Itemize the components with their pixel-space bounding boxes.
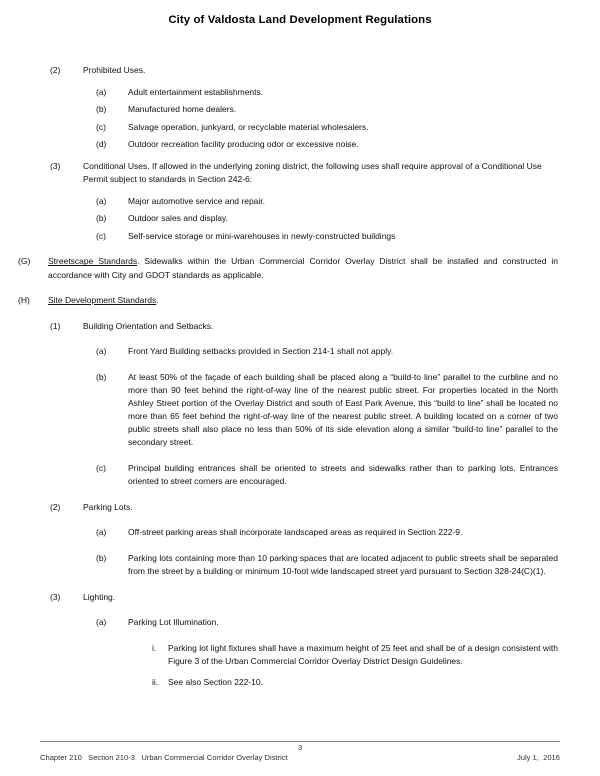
list-item bbox=[0, 676, 600, 689]
list-item bbox=[0, 138, 600, 151]
section-marker: (H) bbox=[18, 295, 30, 306]
list-marker: (3) bbox=[50, 591, 61, 602]
list-item bbox=[0, 642, 600, 668]
spacer bbox=[0, 358, 600, 371]
list-marker: (b) bbox=[96, 552, 107, 563]
section-site-development bbox=[0, 294, 600, 307]
document-body bbox=[0, 64, 600, 690]
list-marker: (1) bbox=[50, 320, 61, 331]
section-body: . bbox=[156, 295, 159, 306]
list-text: Salvage operation, junkyard, or recyclable material wholesalers. bbox=[128, 121, 369, 132]
section-body: . Sidewalks within the Urban Commercial Corridor Overlay District shall be installed and constructed in accordance with City and GDOT standards as applicable. bbox=[48, 256, 558, 280]
list-item bbox=[0, 320, 600, 333]
list-text: Front Yard Building setbacks provided in Section 214-1 shall not apply. bbox=[128, 346, 394, 357]
list-text: Off-street parking areas shall incorporate landscaped areas as required in Section 222-9. bbox=[128, 527, 463, 538]
footer-divider bbox=[40, 741, 560, 742]
list-marker: (a) bbox=[96, 617, 107, 628]
spacer bbox=[0, 151, 600, 160]
list-text: Lighting. bbox=[83, 591, 116, 602]
list-item bbox=[0, 345, 600, 358]
list-text: Principal building entrances shall be oriented to streets and sidewalks rather than to parking lots. Entrances oriented to street corners are encouraged. bbox=[128, 462, 558, 487]
list-item bbox=[0, 195, 600, 208]
section-text bbox=[48, 294, 558, 307]
spacer bbox=[0, 449, 600, 462]
list-item bbox=[0, 616, 600, 629]
list-item bbox=[0, 501, 600, 514]
spacer bbox=[0, 539, 600, 552]
list-marker: (d) bbox=[96, 139, 107, 150]
list-marker: (c) bbox=[96, 230, 106, 241]
list-text: Self-service storage or mini-warehouses in newly-constructed buildings bbox=[128, 230, 396, 241]
spacer bbox=[0, 307, 600, 320]
list-text: Parking lot light fixtures shall have a maximum height of 25 feet and shall be of a design consistent with Figure 3 of the Urban Commercial Corridor Overlay District Design Guidelines. bbox=[168, 642, 558, 666]
list-item bbox=[0, 103, 600, 116]
section-heading: Streetscape Standards bbox=[48, 256, 138, 267]
list-text: At least 50% of the façade of each building shall be placed along a “build-to line” parallel to the curbline and no more than 90 feet behind the right-of-way line of the nearest public street. For properties located in the North Ashley Street portion of the Overlay District and south of East Park Avenue, this “build to line” shall be located no more than 65 feet behind the right-of-way line of the nearest public street. A building located on a corner of two public streets shall also place no less than 50% of its side elevation along a similar “build-to line” parallel to the secondary street. bbox=[128, 371, 558, 448]
list-text: Manufactured home dealers. bbox=[128, 104, 237, 115]
list-text: Parking Lot Illumination. bbox=[128, 617, 219, 628]
list-marker: (2) bbox=[50, 501, 61, 512]
list-item bbox=[0, 591, 600, 604]
list-marker: (a) bbox=[96, 527, 107, 538]
list-marker: (3) bbox=[50, 160, 61, 171]
page-footer bbox=[40, 741, 560, 762]
list-text: Adult entertainment establishments. bbox=[128, 86, 264, 97]
footer-chapter-reference: Chapter 210 Section 210-3 Urban Commercial Corridor Overlay District bbox=[40, 753, 288, 762]
spacer bbox=[0, 77, 600, 86]
page-title: City of Valdosta Land Development Regulations bbox=[168, 14, 432, 26]
list-marker: (b) bbox=[96, 371, 107, 382]
spacer bbox=[0, 488, 600, 501]
list-marker: (a) bbox=[96, 346, 107, 357]
list-item bbox=[0, 121, 600, 134]
list-marker: (b) bbox=[96, 213, 107, 224]
list-item bbox=[0, 160, 600, 186]
section-heading: Site Development Standards bbox=[48, 295, 157, 306]
list-marker: i. bbox=[152, 642, 157, 653]
list-text: Conditional Uses. If allowed in the underlying zoning district, the following uses shall require approval of a Conditional Use Permit subject to standards in Section 242-6: bbox=[83, 160, 542, 185]
list-marker: (c) bbox=[96, 462, 106, 473]
list-item bbox=[0, 526, 600, 539]
list-marker: (b) bbox=[96, 104, 107, 115]
list-item bbox=[0, 462, 600, 488]
spacer bbox=[0, 629, 600, 642]
list-marker: (a) bbox=[96, 195, 107, 206]
list-marker: (2) bbox=[50, 65, 61, 75]
list-marker: ii. bbox=[152, 677, 159, 688]
list-text: Major automotive service and repair. bbox=[128, 195, 266, 206]
spacer bbox=[0, 243, 600, 256]
spacer bbox=[0, 333, 600, 346]
list-item bbox=[0, 64, 600, 77]
spacer bbox=[0, 668, 600, 677]
list-marker: (a) bbox=[96, 86, 107, 97]
list-text: Outdoor recreation facility producing odor or excessive noise. bbox=[128, 139, 359, 150]
list-item bbox=[0, 86, 600, 99]
footer-date: July 1, 2016 bbox=[516, 753, 560, 762]
spacer bbox=[0, 604, 600, 617]
list-text: Outdoor sales and display. bbox=[128, 213, 229, 224]
list-text: Parking Lots. bbox=[83, 501, 133, 512]
section-marker: (G) bbox=[18, 256, 31, 267]
spacer bbox=[0, 186, 600, 195]
section-streetscape bbox=[0, 255, 600, 281]
list-text: Building Orientation and Setbacks. bbox=[83, 320, 214, 331]
list-item bbox=[0, 212, 600, 225]
list-text: Parking lots containing more than 10 parking spaces that are located adjacent to public streets shall be separated from the street by a building or minimum 10-foot wide landscaped street yard pursuant to Section 328-24(C)(1). bbox=[128, 552, 558, 576]
list-marker: (c) bbox=[96, 121, 106, 132]
spacer bbox=[0, 282, 600, 295]
list-item bbox=[0, 371, 600, 450]
spacer bbox=[0, 514, 600, 527]
list-item bbox=[0, 230, 600, 243]
list-item bbox=[0, 552, 600, 578]
page-number: 3 bbox=[297, 743, 303, 752]
footer-row bbox=[40, 753, 560, 762]
spacer bbox=[0, 578, 600, 591]
list-text: See also Section 222-10. bbox=[168, 677, 263, 688]
list-text: Prohibited Uses. bbox=[83, 65, 146, 75]
section-text bbox=[48, 255, 558, 281]
